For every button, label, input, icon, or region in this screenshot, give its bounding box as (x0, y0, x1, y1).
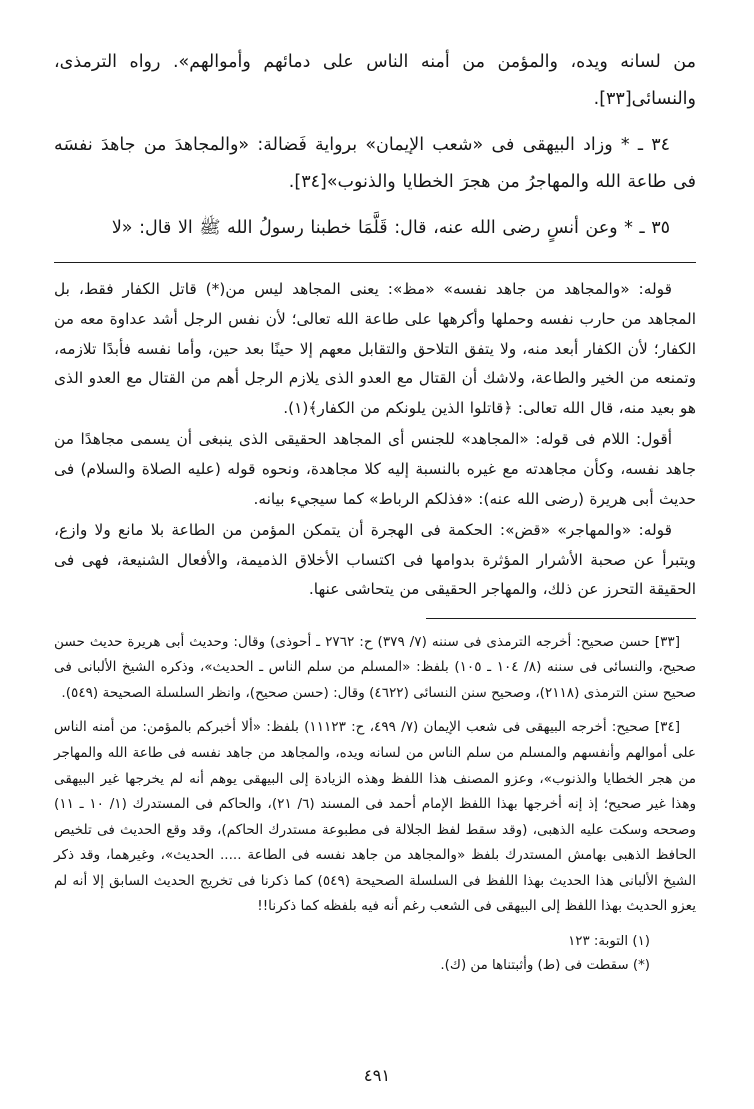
page-number: ٤٩١ (363, 1066, 391, 1085)
verse-reference-note: (١) التوبة: ١٢٣ (568, 933, 650, 949)
footnote-34: [٣٤] صحيح: أخرجه البيهقى فى شعب الإيمان (٧/ ٤٩٩، ح: ١١١٢٣) بلفظ: «ألا أخبركم بالمؤمن: من أمنه الناس على أموالهم وأنفسهم والمسلم من سلم الناس من لسانه ويده، والمجاهد من جاهد نفسه فى طاعة الله والمهاجر من هجر الخطايا والذنوب»، وعزو المصنف هذا اللفظ وهذه الزيادة إلى البيهقى يوهم أنه لم يخرجها غير البيهقى وهذا غير صحيح؛ إذ إنه أخرجها بهذا اللفظ الإمام أحمد فى المسند (٦/ ٢١)، والحاكم فى المستدرك (١/ ١٠ ـ ١١) وصححه وسكت عليه الذهبى، (وقد سقط لفظ الجلالة فى مطبوعة مستدرك الحاكم)، وقد وقع الحديث فى تلخيص الحافظ الذهبى بهامش المستدرك بلفظ «والمجاهد من جاهد نفسه فى الطاعة ..... الحديث»، وغيرهما، وقد ذكر الشيخ الألبانى هذا الحديث بهذا اللفظ فى السلسلة الصحيحة (٥٤٩) كما ذكرنا فى تخريج الحديث السابق إلا أنه لم يعزو الحديث بهذا اللفظ إلى البيهقى فى الشعب رغم أنه فيه بلفظه كما ذكرنا!! (54, 719, 697, 915)
main-text-section (54, 44, 696, 247)
hadith-34-paragraph: ٣٤ ـ * وزاد البيهقى فى «شعب الإيمان» برواية فَضالة: «والمجاهدَ من جاهدَ نفسَه فى طاعة الله والمهاجرُ من هجرَ الخطايا والذنوب»[٣٤]. (54, 135, 696, 193)
commentary-paragraph-muhajir: قوله: «والمهاجر» «قض»: الحكمة فى الهجرة أن يتمكن المؤمن من الطاعة بلا مانع ولا وازع، ويتبرأ عن صحبة الأشرار المؤثرة بدوامها فى اكتساب الأخلاق الذميمة، والأفعال الشنيعة، فهى فى الحقيقة التحرز عن ذلك، والمهاجر الحقيقى من يتحاشى عنها. (54, 521, 696, 599)
footnote-divider-rule (426, 618, 696, 619)
hadith-35-paragraph: ٣٥ ـ * وعن أنسٍ رضى الله عنه، قال: قَلَّمَا خطبنا رسولُ الله ﷺ الا قال: «لا (111, 218, 670, 239)
hadith-continuation-paragraph: من لسانه ويده، والمؤمن من أمنه الناس على دمائهم وأموالهم». رواه الترمذى، والنسائى[٣٣]. (54, 52, 696, 110)
footnote-33: [٣٣] حسن صحيح: أخرجه الترمذى فى سننه (٧/ ٣٧٩) ح: ٢٧٦٢ ـ أحوذى) وقال: وحديث أبى هريرة حديث حسن صحيح، والنسائى فى سننه (٨/ ١٠٤ ـ ١٠٥) بلفظ: «المسلم من سلم الناس ـ الحديث»، وذكره الشيخ الألبانى فى صحيح سنن الترمذى (٢١١٨)، وصحيح سنن النسائى (٤٦٢٢) وقال: (حسن صحيح)، وانظر السلسلة الصحيحة (٥٤٩). (54, 633, 696, 701)
commentary-section (54, 275, 696, 604)
manuscript-variant-note: (*) سقطت فى (ط) وأثبتناها من (ك). (440, 957, 650, 973)
footnotes-section (54, 630, 696, 920)
commentary-divider-rule (54, 262, 696, 263)
commentary-paragraph-mujahid: قوله: «والمجاهد من جاهد نفسه» «مظ»: يعنى المجاهد ليس من(*) قاتل الكفار فقط، بل المجاهد من حارب نفسه وحملها وأكرهها على طاعة الله تعالى؛ لأن نفس الرجل أشد عداوة معه من الكفار؛ لأن الكفار أبعد منه، ولا يتفق التلاحق والتقابل معهم إلا حينًا بعد حين، وأما نفسه فأبدًا تلازمه، وتمنعه من الخير والطاعة، ولاشك أن القتال مع العدو الذى يلازم الرجل أهم من القتال مع العدو الذى هو بعيد منه، قال الله تعالى: ﴿قاتلوا الذين يلونكم من الكفار﴾(١). (54, 280, 696, 417)
bottom-notes (54, 930, 696, 978)
commentary-paragraph-aqul: أقول: اللام فى قوله: «المجاهد» للجنس أى المجاهد الحقيقى الذى ينبغى أن يسمى مجاهدًا من جاهد نفسه، وكأن مجاهدته مع غيره بالنسبة إليه كلا مجاهدة، ونحوه قوله (عليه الصلاة والسلام) فى حديث أبى هريرة (رضى الله عنه): «فذلكم الرباط» كما سيجيء بيانه. (54, 430, 696, 508)
